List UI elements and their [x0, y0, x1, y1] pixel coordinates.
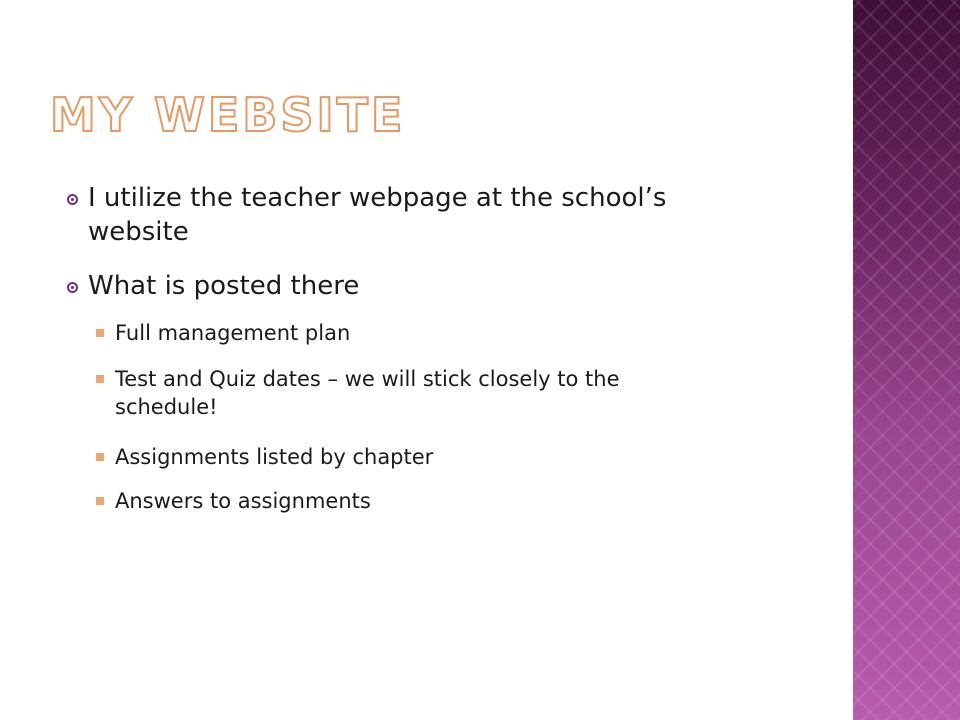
bullet-text-line: I utilize the teacher webpage at the school’s [88, 183, 667, 213]
sub-bullet-item [115, 365, 805, 421]
square-bullet-icon [96, 329, 104, 337]
ring-bullet-icon [67, 282, 78, 293]
ring-bullet-icon [67, 194, 78, 205]
sub-bullet-text: Assignments listed by chapter [115, 445, 434, 469]
square-bullet-icon [96, 453, 104, 461]
sub-bullet-item [115, 443, 805, 471]
bullet-text-line: website [88, 217, 189, 247]
square-bullet-icon [96, 375, 104, 383]
bullet-item [88, 181, 808, 249]
sub-bullet-text: Answers to assignments [115, 489, 371, 513]
square-bullet-icon [96, 497, 104, 505]
sub-bullet-item [115, 487, 805, 515]
decorative-side-band [853, 0, 960, 720]
bullet-item [88, 269, 808, 303]
bullet-text: What is posted there [88, 271, 360, 301]
sub-bullet-text: Full management plan [115, 321, 351, 345]
sub-bullet-text-line: Test and Quiz dates – we will stick closely to the [115, 367, 620, 391]
sub-bullet-text-line: schedule! [115, 395, 218, 419]
sub-bullet-item [115, 319, 805, 347]
slide-title: MY WEBSITE [50, 88, 406, 142]
